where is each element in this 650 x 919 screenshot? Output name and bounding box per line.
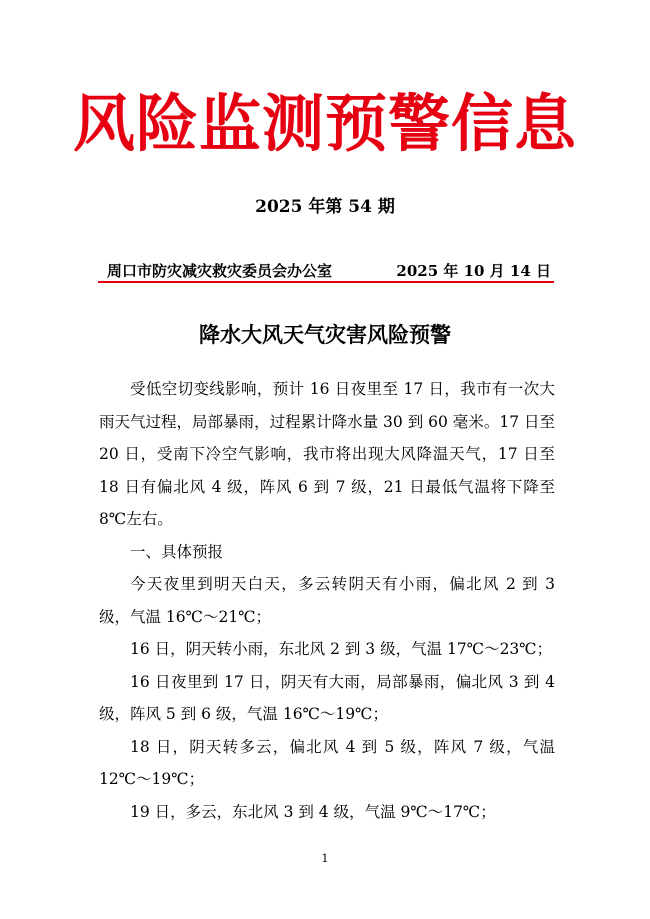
- page-number: 1: [321, 852, 329, 865]
- issuer-name: 周口市防灾减灾救灾委员会办公室: [107, 262, 333, 280]
- document-body: [99, 373, 555, 828]
- forecast-paragraph: 19 日，多云，东北风 3 到 4 级，气温 9℃～17℃；: [130, 802, 496, 821]
- forecast-paragraph: 16 日夜里到 17 日，阴天有大雨，局部暴雨，偏北风 3 到 4 级，阵风 5 到 6 级，气温 16℃～19℃；: [99, 672, 555, 723]
- forecast-paragraph: 16 日，阴天转小雨，东北风 2 到 3 级，气温 17℃～23℃；: [130, 640, 553, 658]
- document-title: 降水大风天气灾害风险预警: [199, 322, 451, 347]
- masthead-title: 风险监测预警信息: [72, 87, 577, 160]
- forecast-paragraph: 今天夜里到明天白天，多云转阴天有小雨，偏北风 2 到 3 级，气温 16℃～21℃；: [99, 575, 555, 626]
- intro-paragraph: 受低空切变线影响，预计 16 日夜里至 17 日，我市有一次大雨天气过程，局部暴雨，过程累计降水量 30 到 60 毫米。17 日至 20 日，受南下冷空气影响，我市将出现大风降温天气，17 日至 18 日有偏北风 4 级，阵风 6 到 7 级，21 日最低气温将下降至 8℃左右。: [99, 380, 555, 528]
- issue-date: 2025 年 10 月 14 日: [396, 262, 551, 280]
- issuer-row: [103, 260, 553, 282]
- forecast-paragraph: 18 日，阴天转多云，偏北风 4 到 5 级，阵风 7 级，气温 12℃～19℃；: [99, 737, 555, 788]
- issue-number: 2025 年第 54 期: [255, 197, 395, 217]
- section-heading: 一、具体预报: [130, 542, 224, 561]
- red-divider: [98, 281, 554, 283]
